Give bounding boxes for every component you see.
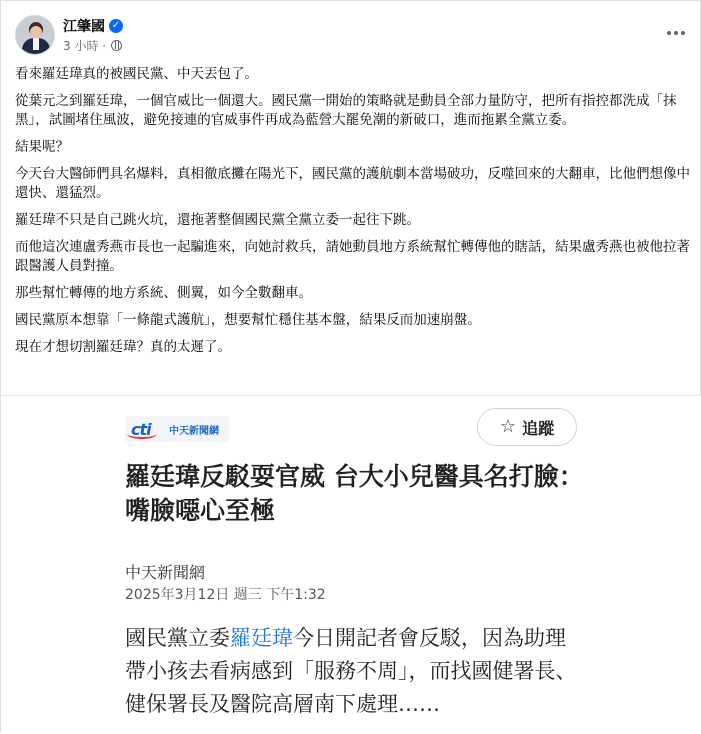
follow-button[interactable] bbox=[477, 408, 577, 446]
more-options-icon[interactable] bbox=[663, 23, 689, 43]
post-paragraph: 結果呢？ bbox=[15, 139, 69, 155]
globe-icon[interactable] bbox=[111, 40, 122, 51]
article-body-link[interactable]: 羅廷瑋 bbox=[230, 626, 293, 650]
follow-label: 追蹤 bbox=[522, 418, 555, 438]
verified-badge-icon: ✓ bbox=[109, 19, 123, 33]
post-paragraph: 從葉元之到羅廷瑋，一個官威比一個還大。國民黨一開始的策略就是動員全部力量防守，把所有指控都洗成「抹黑」，試圖堵住風波，避免接連的官威事件再成為藍營大罷免潮的新破口，進而拖累全黨立委。 bbox=[15, 93, 677, 128]
post-paragraph: 今天台大醫師們具名爆料，真相徹底攤在陽光下，國民黨的護航劇本當場破功，反噬回來的大翻車，比他們想像中還快、還猛烈。 bbox=[15, 166, 690, 201]
author-avatar[interactable] bbox=[15, 15, 55, 55]
post-header bbox=[15, 13, 695, 57]
article-source: 中天新聞網 bbox=[125, 563, 206, 582]
article-body-rest: 今日開記者會反駁，因為助理帶小孩去看病感到「服務不周」，而找國健署長、健保署長及醫院高層南下處理…… bbox=[125, 626, 577, 716]
article-body bbox=[125, 622, 585, 721]
post-paragraph: 現在才想切割羅廷瑋？真的太遲了。 bbox=[15, 339, 231, 355]
article-date: 2025年3月12日 週三 下午1:32 bbox=[125, 587, 326, 603]
star-icon: ☆ bbox=[499, 416, 517, 437]
post-paragraph: 而他這次連盧秀燕市長也一起騙進來，向她討救兵，請她動員地方系統幫忙轉傳他的瞎話，結果盧秀燕也被他拉著跟醫護人員對撞。 bbox=[15, 239, 690, 274]
shared-article-image[interactable] bbox=[1, 395, 701, 734]
cti-logo bbox=[125, 416, 229, 442]
article-body-start: 國民黨立委 bbox=[125, 626, 230, 650]
post-paragraph: 國民黨原本想靠「一條龍式護航」，想要幫忙穩住基本盤，結果反而加速崩盤。 bbox=[15, 312, 481, 328]
post-paragraph: 羅廷瑋不只是自己跳火坑，還拖著整個國民黨全黨立委一起往下跳。 bbox=[15, 212, 420, 228]
post-time[interactable]: 3 小時 · bbox=[63, 38, 107, 53]
post-paragraph: 那些幫忙轉傳的地方系統、側翼，如今全數翻車。 bbox=[15, 285, 312, 301]
logo-mark: cti bbox=[131, 420, 151, 439]
post-text bbox=[15, 65, 691, 365]
author-name-row bbox=[63, 16, 123, 36]
author-name[interactable]: 江肇國 bbox=[63, 19, 105, 35]
post-meta bbox=[63, 37, 122, 53]
logo-text: 中天新聞網 bbox=[169, 426, 219, 437]
post-paragraph: 看來羅廷瑋真的被國民黨、中天丟包了。 bbox=[15, 66, 258, 82]
article-title: 羅廷瑋反駁耍官威 台大小兒醫具名打臉：嘴臉噁心至極 bbox=[125, 462, 584, 525]
